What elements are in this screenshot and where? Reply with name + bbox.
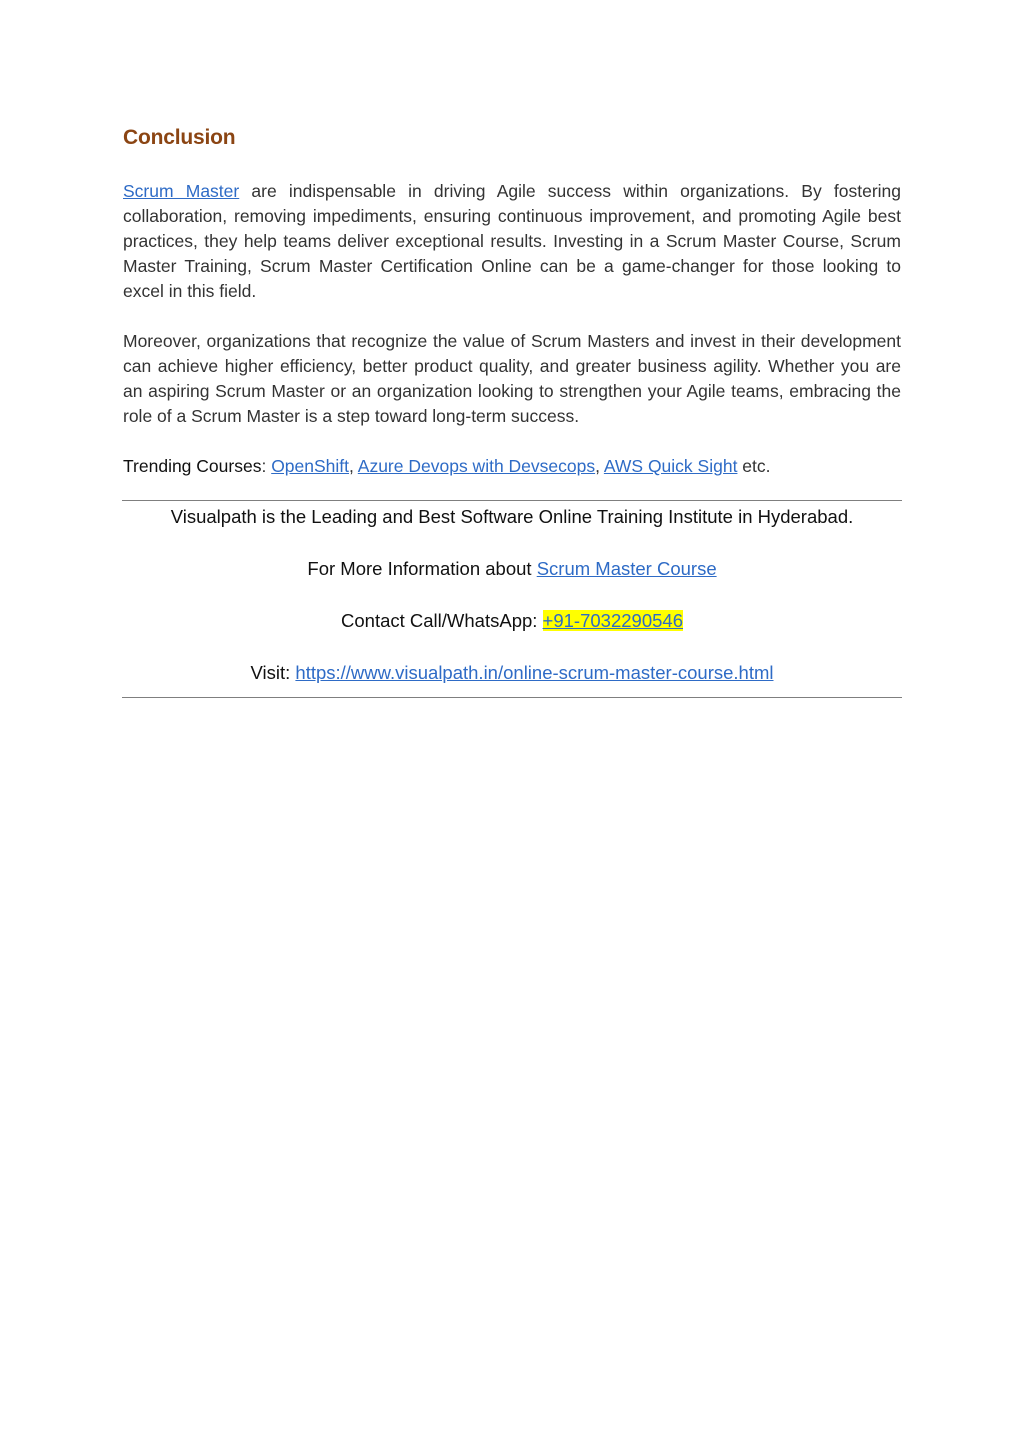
trending-courses — [123, 454, 901, 479]
website-url-link[interactable]: https://www.visualpath.in/online-scrum-master-course.html — [295, 662, 774, 683]
phone-link[interactable]: +91-7032290546 — [542, 610, 683, 631]
trending-colon: : — [261, 456, 272, 476]
conclusion-paragraph-1-text: are indispensable in driving Agile success within organizations. By fostering collaboration, removing impediments, ensuring continuous improvement, and promoting Agile best practices, they help teams deliver exceptional results. Investing in a Scrum Master Course, Scrum Master Training, Scrum Master Certification Online can be a game-changer for those looking to excel in this field. — [123, 181, 902, 301]
contact-footer — [122, 500, 902, 698]
section-heading: Conclusion — [123, 126, 236, 149]
trending-separator: , — [349, 456, 358, 476]
footer-contact-prefix: Contact Call/WhatsApp: — [341, 610, 543, 631]
openshift-link[interactable]: OpenShift — [271, 456, 350, 476]
scrum-master-course-link[interactable]: Scrum Master Course — [536, 558, 717, 579]
footer-visit — [122, 660, 902, 686]
scrum-master-link[interactable]: Scrum Master — [123, 181, 240, 201]
footer-tagline: Visualpath is the Leading and Best Software Online Training Institute in Hyderabad. — [170, 506, 854, 527]
trending-suffix: etc. — [737, 456, 771, 476]
conclusion-paragraph-1 — [123, 179, 901, 304]
footer-contact — [122, 608, 902, 634]
trending-separator: , — [595, 456, 604, 476]
footer-info-prefix: For More Information about — [307, 558, 537, 579]
document-body — [123, 124, 901, 501]
conclusion-paragraph-2: Moreover, organizations that recognize the value of Scrum Masters and invest in their development can achieve higher efficiency, better product quality, and greater business agility. Whether you are an aspiring Scrum Master or an organization looking to strengthen your Agile teams, embracing the role of a Scrum Master is a step toward long-term success. — [123, 331, 901, 426]
footer-visit-prefix: Visit: — [250, 662, 296, 683]
footer-info — [122, 556, 902, 582]
azure-devops-link[interactable]: Azure Devops with Devsecops — [357, 456, 596, 476]
aws-quick-sight-link[interactable]: AWS Quick Sight — [603, 456, 738, 476]
trending-courses-label: Trending Courses — [123, 456, 262, 476]
